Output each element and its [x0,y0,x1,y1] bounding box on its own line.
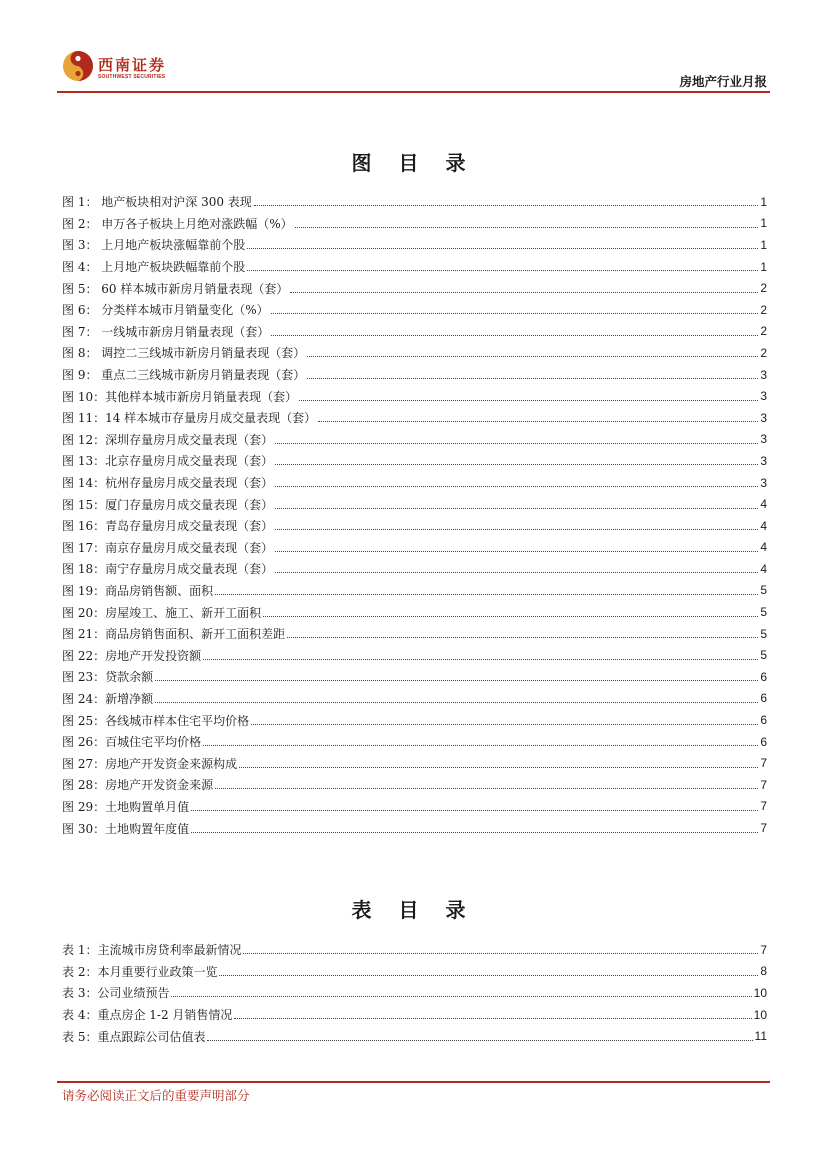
tables-toc-entry[interactable] [62,1004,767,1026]
tables-toc-entry[interactable] [62,939,767,961]
toc-dot-leader [191,832,758,833]
toc-entry-label: 表 3：公司业绩预告 [62,986,170,1001]
toc-dot-leader [215,594,758,595]
figures-toc-entry[interactable] [62,299,767,321]
toc-dot-leader [203,659,758,660]
toc-dot-leader [254,205,759,206]
toc-page-number: 2 [760,281,767,296]
toc-page-number: 3 [760,410,767,425]
toc-dot-leader [234,1018,751,1019]
toc-page-number: 5 [760,605,767,620]
toc-entry-label: 图 22：房地产开发投资额 [62,648,202,663]
toc-dot-leader [295,227,759,228]
figures-toc-entry[interactable] [62,385,767,407]
toc-page-number: 10 [753,985,767,1000]
tables-toc-title: 表 目 录 [351,898,476,922]
figures-toc-entry[interactable] [62,342,767,364]
toc-entry-label: 图 23：贷款余额 [62,670,154,685]
toc-page-number: 6 [760,713,767,728]
toc-page-number: 4 [760,540,767,555]
toc-dot-leader [275,464,758,465]
toc-entry-label: 表 1：主流城市房贷利率最新情况 [62,943,242,958]
figures-toc-entry[interactable] [62,277,767,299]
toc-page-number: 5 [760,583,767,598]
toc-entry-label: 图 9： 重点二三线城市新房月销量表现（套） [62,368,306,383]
toc-dot-leader [219,975,758,976]
toc-page-number: 6 [760,734,767,749]
toc-page-number: 4 [760,497,767,512]
logo-text-cn: 西南证券 [98,56,167,74]
toc-dot-leader [247,270,758,271]
report-type: 房地产行业月报 [679,74,767,89]
logo-text-en: SOUTHWEST SECURITIES [98,74,166,80]
toc-page-number: 1 [760,194,767,209]
toc-dot-leader [275,508,758,509]
header-divider [57,91,770,93]
toc-entry-label: 图 18：南宁存量房月成交量表现（套） [62,562,274,577]
toc-entry-label: 图 8： 调控二三线城市新房月销量表现（套） [62,346,306,361]
figures-toc-entry[interactable] [62,774,767,796]
toc-dot-leader [215,788,758,789]
figures-toc-title: 图 目 录 [351,151,476,175]
figures-toc-entry[interactable] [62,796,767,818]
figures-toc-entry[interactable] [62,817,767,839]
toc-dot-leader [275,572,758,573]
toc-page-number: 6 [760,691,767,706]
toc-entry-label: 图 19：商品房销售额、面积 [62,583,214,598]
toc-page-number: 2 [760,302,767,317]
toc-entry-label: 图 4： 上月地产板块跌幅靠前个股 [62,260,246,275]
figures-toc-entry[interactable] [62,256,767,278]
toc-page-number: 10 [753,1007,767,1022]
toc-dot-leader [299,400,758,401]
toc-page-number: 5 [760,626,767,641]
toc-entry-label: 图 16：青岛存量房月成交量表现（套） [62,519,274,534]
toc-dot-leader [263,616,758,617]
footer-disclaimer: 请务必阅读正文后的重要声明部分 [62,1088,250,1103]
toc-entry-label: 图 20：房屋竣工、施工、新开工面积 [62,605,262,620]
figures-toc-entry[interactable] [62,364,767,386]
toc-dot-leader [307,356,758,357]
toc-entry-label: 图 15：厦门存量房月成交量表现（套） [62,497,274,512]
toc-dot-leader [275,529,758,530]
toc-entry-label: 图 24：新增净额 [62,691,154,706]
toc-dot-leader [239,767,758,768]
toc-page-number: 5 [760,648,767,663]
toc-entry-label: 图 29：土地购置单月值 [62,799,190,814]
tables-toc-entry[interactable] [62,1025,767,1047]
toc-page-number: 11 [754,1029,767,1044]
figures-toc-entry[interactable] [62,191,767,213]
toc-entry-label: 表 4：重点房企 1-2 月销售情况 [62,1008,233,1023]
figures-toc-entry[interactable] [62,752,767,774]
toc-page-number: 3 [760,453,767,468]
toc-entry-label: 图 3： 上月地产板块涨幅靠前个股 [62,238,246,253]
figures-toc-entry[interactable] [62,666,767,688]
figures-toc-list [62,191,767,839]
toc-page-number: 3 [760,367,767,382]
toc-entry-label: 图 25：各线城市样本住宅平均价格 [62,713,250,728]
figures-toc-entry[interactable] [62,731,767,753]
toc-dot-leader [243,953,758,954]
toc-entry-label: 图 2： 申万各子板块上月绝对涨跌幅（%） [62,216,293,231]
toc-dot-leader [271,335,758,336]
figures-toc-entry[interactable] [62,601,767,623]
toc-page-number: 4 [760,518,767,533]
toc-entry-label: 图 28：房地产开发资金来源 [62,778,214,793]
footer-divider [57,1081,770,1083]
figures-toc-entry[interactable] [62,429,767,451]
toc-entry-label: 表 5：重点跟踪公司估值表 [62,1029,206,1044]
toc-entry-label: 图 10：其他样本城市新房月销量表现（套） [62,389,298,404]
toc-page-number: 3 [760,389,767,404]
figures-toc-entry[interactable] [62,709,767,731]
toc-entry-label: 图 21：商品房销售面积、新开工面积差距 [62,627,286,642]
toc-dot-leader [203,745,758,746]
toc-page-number: 4 [760,561,767,576]
figures-toc-entry[interactable] [62,321,767,343]
toc-dot-leader [307,378,758,379]
figures-toc-entry[interactable] [62,493,767,515]
toc-dot-leader [290,292,758,293]
toc-entry-label: 图 7： 一线城市新房月销量表现（套） [62,324,270,339]
toc-page-number: 6 [760,669,767,684]
toc-entry-label: 图 5： 60 样本城市新房月销量表现（套） [62,281,289,296]
toc-entry-label: 图 17：南京存量房月成交量表现（套） [62,540,274,555]
toc-entry-label: 图 14：杭州存量房月成交量表现（套） [62,476,274,491]
toc-entry-label: 图 26：百城住宅平均价格 [62,735,202,750]
toc-dot-leader [287,637,758,638]
toc-dot-leader [207,1040,752,1041]
toc-entry-label: 图 1： 地产板块相对沪深 300 表现 [62,195,252,210]
toc-dot-leader [155,702,758,703]
toc-page-number: 7 [760,942,767,957]
toc-page-number: 2 [760,345,767,360]
figures-toc-entry[interactable] [62,515,767,537]
toc-page-number: 7 [760,756,767,771]
toc-dot-leader [155,680,758,681]
figures-toc-entry[interactable] [62,407,767,429]
figures-toc-entry[interactable] [62,623,767,645]
toc-dot-leader [275,443,758,444]
toc-entry-label: 图 11：14 样本城市存量房月成交量表现（套） [62,411,317,426]
toc-entry-label: 图 6： 分类样本城市月销量变化（%） [62,303,269,318]
figures-toc-entry[interactable] [62,472,767,494]
toc-page-number: 3 [760,475,767,490]
toc-entry-label: 表 2：本月重要行业政策一览 [62,964,218,979]
toc-page-number: 7 [760,799,767,814]
toc-entry-label: 图 13：北京存量房月成交量表现（套） [62,454,274,469]
figures-toc-entry[interactable] [62,580,767,602]
figures-toc-entry[interactable] [62,644,767,666]
toc-dot-leader [275,551,758,552]
toc-dot-leader [191,810,758,811]
toc-page-number: 2 [760,324,767,339]
toc-entry-label: 图 27：房地产开发资金来源构成 [62,756,238,771]
toc-page-number: 1 [760,237,767,252]
tables-toc-entry[interactable] [62,982,767,1004]
company-logo-mark-icon [62,50,94,82]
toc-entry-label: 图 30：土地购置年度值 [62,821,190,836]
toc-dot-leader [251,724,758,725]
figures-toc-entry[interactable] [62,450,767,472]
figures-toc-entry[interactable] [62,537,767,559]
toc-page-number: 1 [760,259,767,274]
company-logo [62,50,182,86]
figures-toc-entry[interactable] [62,234,767,256]
toc-page-number: 1 [760,216,767,231]
toc-dot-leader [247,248,758,249]
tables-toc-entry[interactable] [62,961,767,983]
toc-page-number: 7 [760,821,767,836]
toc-dot-leader [318,421,758,422]
toc-dot-leader [275,486,758,487]
figures-toc-entry[interactable] [62,213,767,235]
toc-dot-leader [171,996,751,997]
toc-page-number: 3 [760,432,767,447]
toc-page-number: 7 [760,777,767,792]
toc-page-number: 8 [760,964,767,979]
toc-dot-leader [271,313,759,314]
toc-entry-label: 图 12：深圳存量房月成交量表现（套） [62,432,274,447]
figures-toc-entry[interactable] [62,688,767,710]
tables-toc-list [62,939,767,1047]
figures-toc-entry[interactable] [62,558,767,580]
